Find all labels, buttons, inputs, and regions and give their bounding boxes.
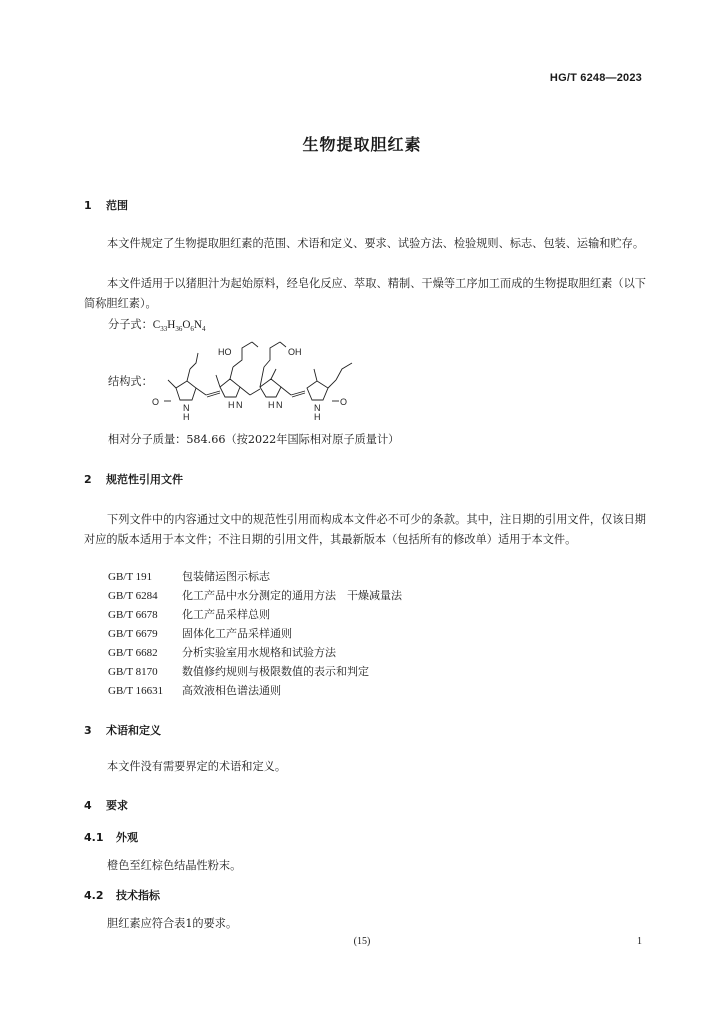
subsection-title: 外观 bbox=[116, 831, 138, 844]
reference-title: 化工产品中水分测定的通用方法 干燥减量法 bbox=[182, 589, 402, 602]
reference-code: GB/T 6682 bbox=[108, 647, 158, 659]
reference-item bbox=[108, 625, 292, 641]
page-reference: (15) bbox=[353, 936, 371, 947]
svg-text:N: N bbox=[183, 403, 190, 413]
svg-text:N: N bbox=[276, 400, 283, 410]
reference-item bbox=[108, 682, 281, 698]
svg-text:N: N bbox=[314, 403, 321, 413]
svg-text:H: H bbox=[314, 412, 321, 422]
reference-title: 包装储运图示标志 bbox=[182, 570, 270, 583]
section-number: 2 bbox=[84, 473, 92, 486]
standard-number: HG/T 6248—2023 bbox=[549, 72, 642, 84]
section-title: 规范性引用文件 bbox=[106, 473, 183, 486]
subsection-4-1-heading bbox=[84, 829, 138, 845]
svg-text:H: H bbox=[268, 400, 275, 410]
reference-item bbox=[108, 663, 369, 679]
paragraph: 下列文件中的内容通过文中的规范性引用而构成本文件必不可少的条款。其中，注日期的引用文件，仅该日期对应的版本适用于本文件；不注日期的引用文件，其最新版本（包括所有的修改单）适用于本文件。 bbox=[84, 513, 646, 546]
section-2-heading bbox=[84, 471, 183, 487]
reference-item bbox=[108, 587, 402, 603]
page-number: 1 bbox=[637, 936, 642, 947]
subsection-title: 技术指标 bbox=[116, 889, 160, 902]
reference-title: 数值修约规则与极限数值的表示和判定 bbox=[182, 665, 369, 678]
reference-item bbox=[108, 606, 270, 622]
section-title: 术语和定义 bbox=[106, 724, 161, 737]
svg-text:HO: HO bbox=[218, 347, 232, 357]
paragraph: 橙色至红棕色结晶性粉末。 bbox=[107, 859, 242, 872]
subsection-number: 4.2 bbox=[84, 889, 104, 902]
svg-text:H: H bbox=[228, 400, 235, 410]
reference-title: 固体化工产品采样通则 bbox=[182, 627, 292, 640]
paragraph: 本文件适用于以猪胆汁为起始原料，经皂化反应、萃取、精制、干燥等工序加工而成的生物提取胆红素（以下简称胆红素）。 bbox=[84, 277, 646, 310]
svg-text:O: O bbox=[152, 397, 160, 407]
subsection-4-2-heading bbox=[84, 887, 160, 903]
section-title: 要求 bbox=[106, 799, 128, 812]
document-title: 生物提取胆红素 bbox=[302, 135, 422, 154]
reference-item bbox=[108, 568, 270, 584]
molecular-mass: 相对分子质量：584.66（按2022年国际相对原子质量计） bbox=[108, 433, 400, 446]
reference-code: GB/T 16631 bbox=[108, 685, 164, 697]
structure-label: 结构式： bbox=[108, 375, 153, 388]
formula: $C_{33}H_{36}O_6N_4$ bbox=[152, 319, 206, 334]
svg-text:N: N bbox=[236, 400, 243, 410]
reference-code: GB/T 8170 bbox=[108, 666, 158, 678]
subsection-number: 4.1 bbox=[84, 831, 104, 844]
paragraph: 胆红素应符合表1的要求。 bbox=[107, 917, 238, 930]
svg-text:H: H bbox=[183, 412, 190, 422]
svg-text:O: O bbox=[340, 397, 348, 407]
reference-title: 分析实验室用水规格和试验方法 bbox=[182, 646, 336, 659]
section-3-heading bbox=[84, 722, 161, 738]
formula-line bbox=[108, 316, 206, 333]
svg-text:OH: OH bbox=[288, 347, 302, 357]
section-1-heading bbox=[84, 197, 128, 213]
reference-code: GB/T 6678 bbox=[108, 609, 158, 621]
section-number: 1 bbox=[84, 199, 92, 212]
reference-title: 高效液相色谱法通则 bbox=[182, 684, 281, 697]
paragraph: 本文件规定了生物提取胆红素的范围、术语和定义、要求、试验方法、检验规则、标志、包装、运输和贮存。 bbox=[107, 237, 645, 250]
section-4-heading bbox=[84, 797, 128, 813]
section-number: 3 bbox=[84, 724, 92, 737]
structural-formula bbox=[150, 335, 380, 430]
formula-label: 分子式： bbox=[108, 318, 153, 331]
paragraph: 本文件没有需要界定的术语和定义。 bbox=[107, 760, 287, 773]
reference-title: 化工产品采样总则 bbox=[182, 608, 270, 621]
reference-code: GB/T 191 bbox=[108, 571, 153, 583]
reference-code: GB/T 6679 bbox=[108, 628, 158, 640]
reference-item bbox=[108, 644, 336, 660]
reference-code: GB/T 6284 bbox=[108, 590, 158, 602]
section-number: 4 bbox=[84, 799, 92, 812]
section-title: 范围 bbox=[106, 199, 128, 212]
